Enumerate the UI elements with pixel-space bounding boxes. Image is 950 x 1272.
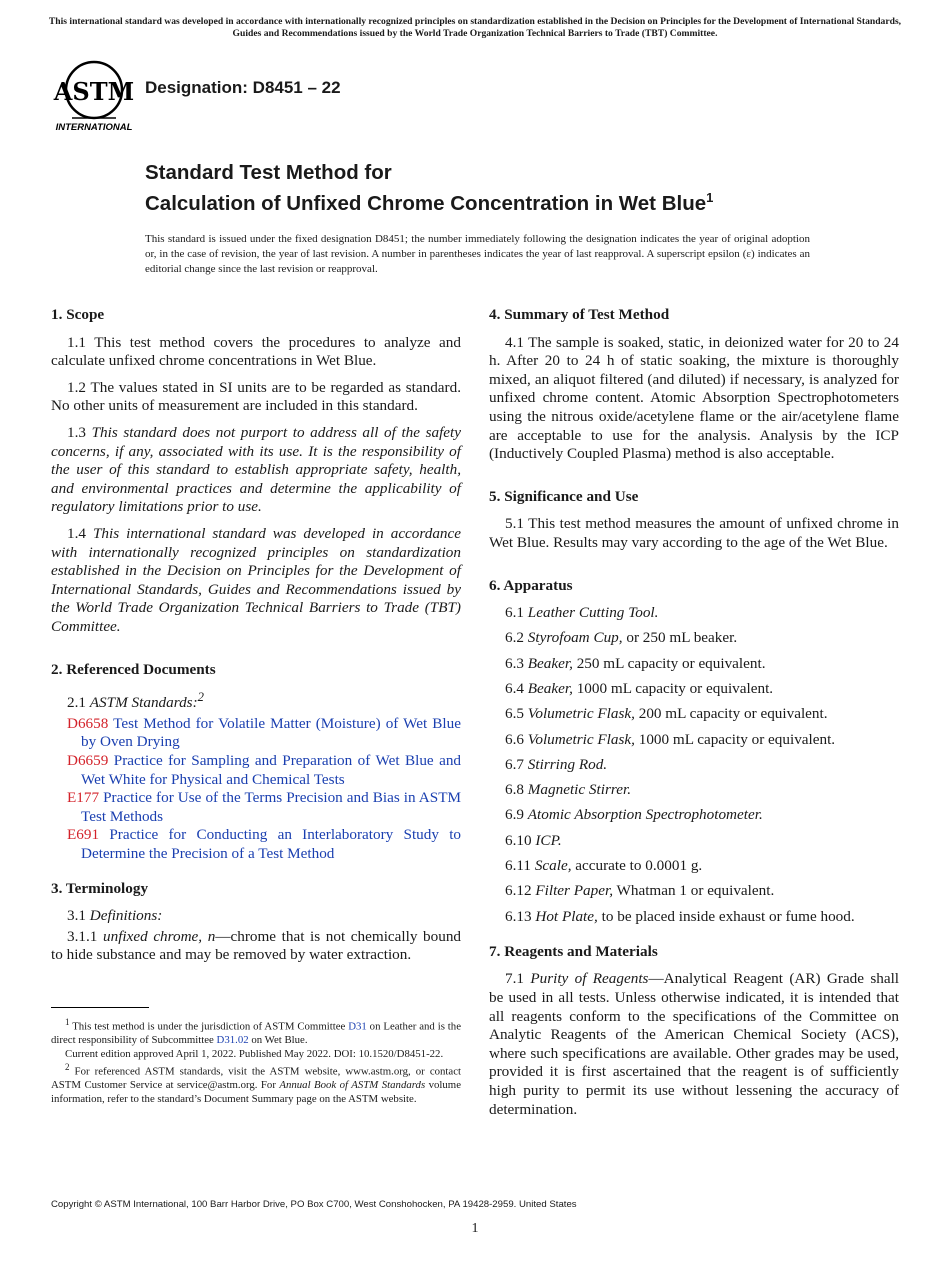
- apparatus-item: 6.6 Volumetric Flask, 1000 mL capacity or equivalent.: [505, 730, 836, 748]
- standardization-notice: This international standard was developed in accordance with internationally recognized principles on standardization established in the Decision on Principles for the Development of International Standards, Guides and Recommendations issued by the World Trade Organization Technical Barriers to Trade (TBT) Committee.: [48, 16, 902, 39]
- right-column: [489, 306, 899, 1127]
- para-1-3: 1.3 This standard does not purport to address all of the safety concerns, if any, associated with its use. It is the responsibility of the user of this standard to establish appropriate safety, health, and environmental practices and determine the applicability of regulatory limitations prior to use.: [51, 423, 462, 516]
- section-heading-referenced-documents: 2. Referenced Documents: [51, 660, 216, 678]
- apparatus-item: 6.9 Atomic Absorption Spectrophotometer.: [505, 806, 763, 824]
- page-number: 1: [471, 1221, 479, 1236]
- footnote-1: $^1$ This test method is under the jurisdiction of ASTM Committee D31 on Leather and is the direct responsibility of Subcommittee D31.02 on Wet Blue.: [51, 1017, 461, 1047]
- apparatus-item: 6.5 Volumetric Flask, 200 mL capacity or equivalent.: [505, 705, 828, 723]
- reference-link[interactable]: E177 Practice for Use of the Terms Precision and Bias in ASTM Test Methods: [67, 789, 462, 825]
- footnote-ref-2[interactable]: 2: [197, 690, 204, 705]
- title-line-1: Standard Test Method for: [145, 161, 392, 184]
- section-heading-apparatus: 6. Apparatus: [489, 576, 573, 594]
- apparatus-item: 6.10 ICP.: [505, 831, 562, 849]
- apparatus-item: 6.4 Beaker, 1000 mL capacity or equivalent.: [505, 679, 774, 697]
- footnote-divider: [51, 1007, 149, 1008]
- astm-logo: [52, 56, 136, 134]
- footnotes: [51, 1016, 461, 1106]
- section-heading-scope: 1. Scope: [51, 306, 105, 323]
- para-1-1: 1.1 This test method covers the procedures to analyze and calculate unfixed chrome concentrations in Wet Blue.: [51, 333, 461, 370]
- document-title: [145, 160, 905, 216]
- title-footnote-ref[interactable]: 1: [706, 190, 714, 205]
- section-heading-significance: 5. Significance and Use: [489, 487, 639, 505]
- para-1-4: 1.4 This international standard was developed in accordance with internationally recognized principles on standardization established in the Decision on Principles for the Development of International Standards, Guides and Recommendations issued by the World Trade Organization Technical Barriers to Trade (TBT) Committee.: [51, 524, 462, 635]
- copyright-notice: Copyright © ASTM International, 100 Barr Harbor Drive, PO Box C700, West Conshohocken, PA 19428-2959. United States: [51, 1199, 577, 1210]
- section-heading-reagents: 7. Reagents and Materials: [489, 942, 658, 960]
- issuance-note: This standard is issued under the fixed designation D8451; the number immediately following the designation indicates the year of original adoption or, in the case of revision, the year of last revision. A number in parentheses indicates the year of last reapproval. A superscript epsilon (ε) indicates an editorial change since the last revision or reapproval.: [145, 233, 810, 275]
- left-column: [51, 306, 461, 973]
- reference-link[interactable]: D6659 Practice for Sampling and Preparation of Wet Blue and Wet White for Physical and Chemical Tests: [67, 751, 462, 788]
- para-5-1: 5.1 This test method measures the amount of unfixed chrome in Wet Blue. Results may vary according to the age of the Wet Blue.: [489, 515, 899, 551]
- subcommittee-link[interactable]: D31.02: [216, 1034, 249, 1047]
- designation: Designation: D8451 – 22: [145, 78, 341, 97]
- committee-link[interactable]: D31: [348, 1020, 367, 1033]
- logo-subtext: INTERNATIONAL: [55, 122, 133, 133]
- apparatus-item: 6.7 Stirring Rod.: [505, 755, 608, 773]
- section-heading-terminology: 3. Terminology: [51, 879, 149, 897]
- para-3-1: 3.1 Definitions:: [67, 907, 163, 925]
- footnote-2: $^2$ For referenced ASTM standards, visit the ASTM website, www.astm.org, or contact ASTM Customer Service at service@astm.org. For Annual Book of ASTM Standards volume information, refer to the standard’s Document Summary page on the ASTM website.: [51, 1062, 461, 1105]
- para-1-2: 1.2 The values stated in SI units are to be regarded as standard. No other units of measurement are included in this standard.: [51, 378, 461, 415]
- section-heading-summary: 4. Summary of Test Method: [489, 306, 670, 323]
- apparatus-list: [489, 604, 899, 926]
- para-3-1-1: 3.1.1 unfixed chrome, n—chrome that is not chemically bound to hide substance and may be removed by water extraction.: [51, 927, 462, 964]
- apparatus-item: 6.12 Filter Paper, Whatman 1 or equivalent.: [505, 882, 775, 900]
- apparatus-item: 6.11 Scale, accurate to 0.0001 g.: [505, 856, 703, 874]
- apparatus-item: 6.8 Magnetic Stirrer.: [505, 781, 631, 799]
- apparatus-item: 6.3 Beaker, 250 mL capacity or equivalent.: [505, 654, 766, 672]
- apparatus-item: 6.2 Styrofoam Cup, or 250 mL beaker.: [505, 629, 738, 647]
- apparatus-item: 6.1 Leather Cutting Tool.: [505, 604, 659, 622]
- para-2-1: 2.1 ASTM Standards:$^2$: [67, 690, 204, 712]
- title-line-2: Calculation of Unfixed Chrome Concentration in Wet Blue: [145, 191, 707, 215]
- para-4-1: 4.1 The sample is soaked, static, in deionized water for 20 to 24 h. After 20 to 24 h of static soaking, the mixture is thoroughly mixed, an aliquot filtered (and diluted) if necessary, is analyzed for unfixed chrome content. Atomic Absorption Spectrophotometers using the nitrous oxide/acetylene flame or the air/acetylene flame are acceptable to use for the analysis. Analysis by the ICP (Inductively Coupled Plasma) method is also acceptable.: [489, 333, 899, 463]
- logo-text: ASTM: [53, 77, 135, 106]
- reference-link[interactable]: D6658 Test Method for Volatile Matter (Moisture) of Wet Blue by Oven Drying: [67, 714, 461, 751]
- footnote-edition: Current edition approved April 1, 2022. Published May 2022. DOI: 10.1520/D8451-22.: [65, 1047, 444, 1060]
- apparatus-item: 6.13 Hot Plate, to be placed inside exhaust or fume hood.: [505, 907, 855, 925]
- para-7-1: 7.1 Purity of Reagents—Analytical Reagent (AR) Grade shall be used in all tests. Unless otherwise indicated, it is intended that all reagents conform to the specifications of the Committee on Analytic Reagents of the American Chemical Society (ACS), where such specifications are available. Other grades may be used, provided it is first ascertained that the reagent is of sufficiently high purity to permit its use without lessening the accuracy of determination.: [489, 970, 900, 1118]
- reference-link[interactable]: E691 Practice for Conducting an Interlaboratory Study to Determine the Precision of a Test Method: [67, 826, 462, 862]
